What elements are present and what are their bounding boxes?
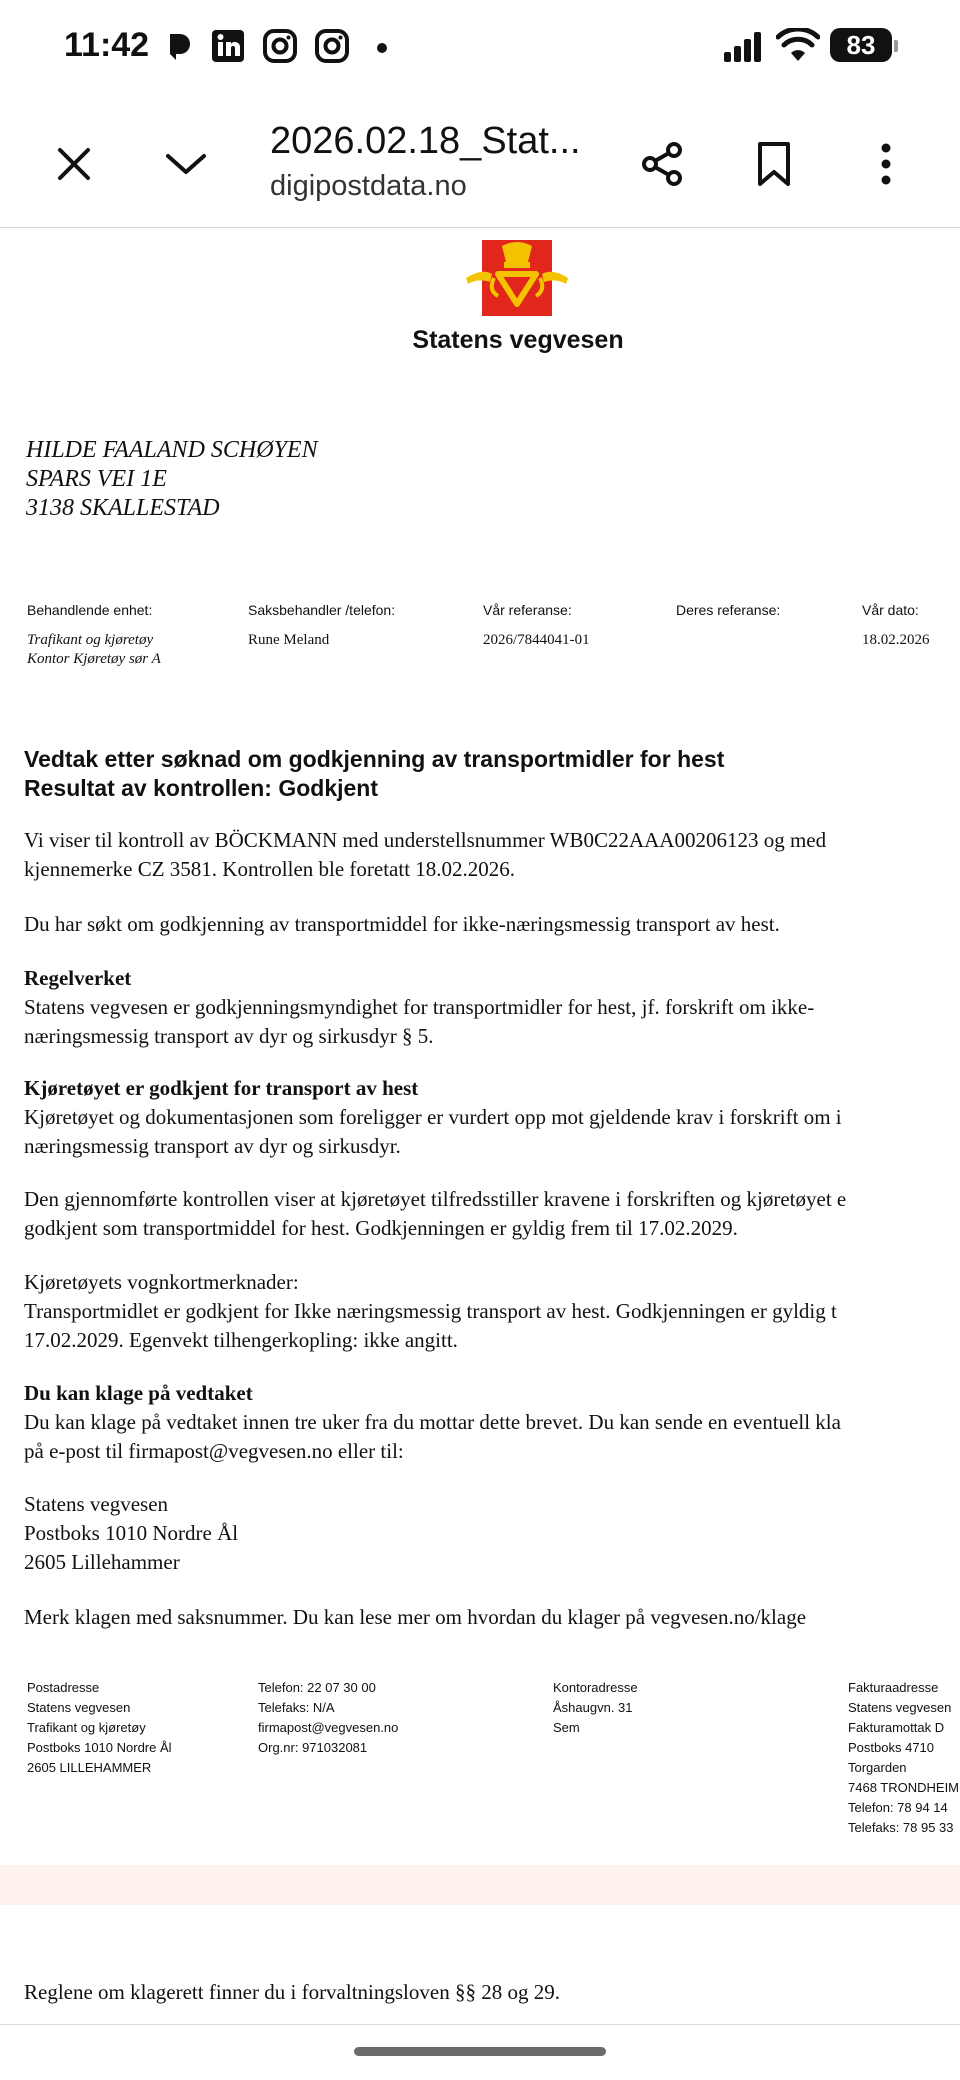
text-line: Vi viser til kontroll av BÖCKMANN med understellsnummer WB0C22AAA00206123 og med (24, 828, 827, 852)
footer-line: Postadresse (27, 1680, 100, 1695)
document-viewer[interactable] (0, 228, 960, 2028)
more-vertical-icon (878, 142, 894, 186)
page-break (0, 1865, 960, 1905)
footer-line: Telefaks: 78 95 33 (848, 1820, 954, 1835)
text-line: godkjent som transportmiddel for hest. Godkjenningen er gyldig frem til 17.02.2029. (24, 1216, 738, 1240)
footer-line: Fakturamottak D (848, 1720, 945, 1735)
handler-value: Rune Meland (248, 632, 330, 648)
page-title: 2026.02.18_Stat... (270, 120, 581, 162)
threads-icon (160, 28, 196, 64)
linkedin-icon (210, 28, 246, 64)
intro-paragraph (24, 826, 826, 884)
unit-label: Behandlende enhet: (27, 602, 153, 618)
text-line: 2605 Lillehammer (24, 1550, 180, 1574)
footer-line: Åshaugvn. 31 (553, 1700, 633, 1715)
bookmark-button[interactable] (742, 132, 806, 196)
footer-line: Fakturaadresse (848, 1680, 939, 1695)
unit-line: Kontor Kjøretøy sør A (27, 651, 161, 667)
footer-line: 2605 LILLEHAMMER (27, 1760, 152, 1775)
footer-line: 7468 TRONDHEIM (848, 1780, 960, 1795)
footer-line: firmapost@vegvesen.no (258, 1720, 399, 1735)
text-line: Kjøretøyet og dokumentasjonen som foreligger er vurdert opp mot gjeldende krav i forskrift om i (24, 1105, 842, 1129)
org-name: Statens vegvesen (412, 326, 624, 354)
approved-section (24, 1074, 842, 1161)
footer-line: Statens vegvesen (27, 1700, 131, 1715)
browser-header (0, 100, 960, 228)
home-indicator[interactable] (354, 2047, 606, 2056)
text-line: kjennemerke CZ 3581. Kontrollen ble foretatt 18.02.2026. (24, 857, 516, 881)
footer-invoice (848, 1678, 959, 1838)
signal-icon (722, 28, 764, 64)
recipient-city: 3138 SKALLESTAD (26, 495, 220, 521)
statens-vegvesen-logo (464, 238, 570, 320)
instagram-icon (314, 28, 350, 64)
control-paragraph (24, 1185, 846, 1243)
bookmark-icon (754, 140, 794, 188)
unit-line: Trafikant og kjøretøy (27, 632, 154, 648)
recipient-street: SPARS VEI 1E (26, 466, 167, 492)
status-time: 11:42 (64, 26, 150, 64)
bottom-divider (0, 2024, 960, 2025)
text-line: 17.02.2029. Egenvekt tilhengerkopling: ikke angitt. (24, 1328, 458, 1352)
text-line: Du kan klage på vedtaket innen tre uker fra du mottar dette brevet. Du kan sende en eventuell kla (24, 1410, 841, 1434)
text-line: Kjøretøyets vognkortmerknader: (24, 1270, 299, 1294)
date-label: Vår dato: (862, 602, 919, 618)
application-paragraph: Du har søkt om godkjenning av transportmiddel for ikke-næringsmessig transport av hest. (24, 912, 780, 936)
close-icon (56, 146, 92, 182)
footer-line: Trafikant og kjøretøy (27, 1720, 146, 1735)
your-ref-label: Deres referanse: (676, 602, 781, 618)
text-line: Statens vegvesen er godkjenningsmyndighet for transportmidler for hest, jf. forskrift om ikke- (24, 995, 815, 1019)
footer-line: Postboks 1010 Nordre Ål (27, 1740, 172, 1755)
footer-office (553, 1678, 638, 1738)
regulation-heading: Regelverket (24, 966, 132, 990)
battery-tip (894, 40, 898, 52)
regulation-section (24, 964, 814, 1051)
wifi-icon (776, 28, 820, 64)
footer-contact (258, 1678, 398, 1758)
appeal-section (24, 1379, 841, 1466)
approved-heading: Kjøretøyet er godkjent for transport av hest (24, 1076, 419, 1100)
recipient-address (26, 436, 318, 523)
remarks-paragraph (24, 1268, 837, 1355)
text-line: Statens vegvesen (24, 1492, 169, 1516)
footer-line: Torgarden (848, 1760, 907, 1775)
text-line: Postboks 1010 Nordre Ål (24, 1521, 239, 1545)
page-url[interactable]: digipostdata.no (270, 170, 467, 202)
footer-line: Telefon: 78 94 14 (848, 1800, 948, 1815)
close-button[interactable] (42, 132, 106, 196)
footer-line: Telefaks: N/A (258, 1700, 335, 1715)
share-button[interactable] (630, 132, 694, 196)
appeal-heading: Du kan klage på vedtaket (24, 1381, 253, 1405)
footer-line: Kontoradresse (553, 1680, 638, 1695)
text-line: på e-post til firmapost@vegvesen.no eller til: (24, 1439, 404, 1463)
text-line: næringsmessig transport av dyr og sirkusdyr. (24, 1134, 401, 1158)
send-address (24, 1490, 238, 1577)
footer-line: Postboks 4710 (848, 1740, 935, 1755)
footer-postal (27, 1678, 172, 1778)
footer-line: Statens vegvesen (848, 1700, 952, 1715)
handler-label: Saksbehandler /telefon: (248, 602, 396, 618)
our-ref-label: Vår referanse: (483, 602, 572, 618)
text-line: næringsmessig transport av dyr og sirkusdyr § 5. (24, 1024, 434, 1048)
battery-icon (830, 28, 892, 62)
footer-line: Telefon: 22 07 30 00 (258, 1680, 376, 1695)
unit-value (27, 631, 161, 669)
battery-level: 83 (846, 29, 876, 60)
instagram-icon (262, 28, 298, 64)
footer-line: Sem (553, 1720, 580, 1735)
text-line: Den gjennomførte kontrollen viser at kjøretøyet tilfredsstiller kravene i forskriften og kjøretøyet e (24, 1187, 847, 1211)
date-value: 18.02.2026 (862, 632, 930, 648)
our-ref-value: 2026/7844041-01 (483, 632, 590, 648)
status-bar (0, 0, 960, 90)
text-line: Transportmidlet er godkjent for Ikke næringsmessig transport av hest. Godkjenningen er gyldig t (24, 1299, 837, 1323)
collapse-button[interactable] (154, 132, 218, 196)
appeal-rule-paragraph: Reglene om klagerett finner du i forvaltningsloven §§ 28 og 29. (24, 1980, 560, 2004)
share-icon (638, 140, 686, 188)
mark-appeal-paragraph: Merk klagen med saksnummer. Du kan lese mer om hvordan du klager på vegvesen.no/klage (24, 1605, 807, 1629)
more-options-button[interactable] (854, 132, 918, 196)
decision-heading: Vedtak etter søknad om godkjenning av transportmidler for hest (24, 746, 725, 772)
footer-line: Org.nr: 971032081 (258, 1740, 368, 1755)
dot-icon (372, 28, 408, 64)
chevron-down-icon (164, 150, 208, 178)
result-heading: Resultat av kontrollen: Godkjent (24, 775, 378, 801)
recipient-name: HILDE FAALAND SCHØYEN (26, 437, 318, 463)
